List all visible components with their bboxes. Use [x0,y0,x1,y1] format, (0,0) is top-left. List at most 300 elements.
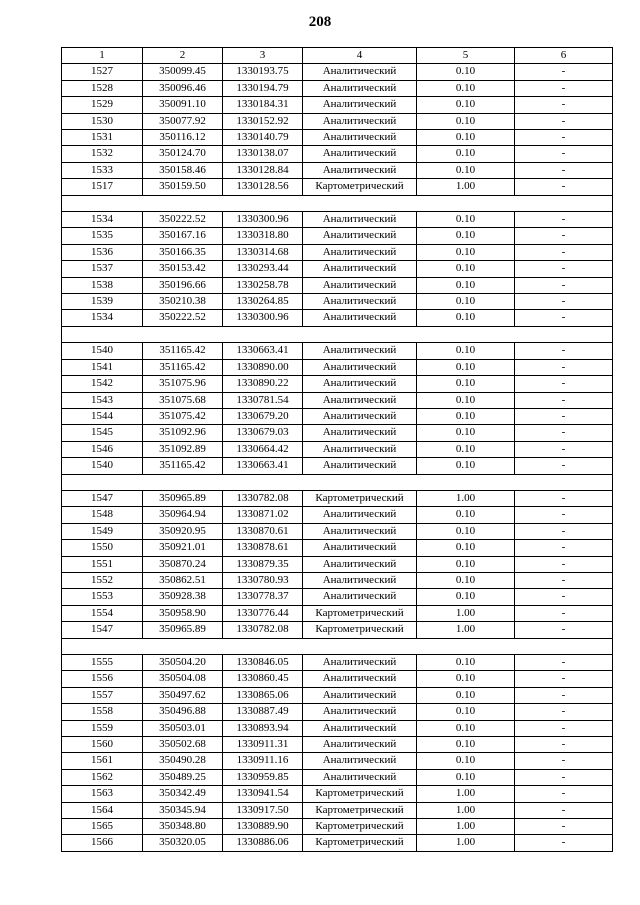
table-cell: 1330140.79 [223,130,303,146]
table-cell: - [515,310,613,326]
table-cell: 1330193.75 [223,64,303,80]
table-cell: 350159.50 [143,179,223,195]
table-cell: 0.10 [417,310,515,326]
table-cell: 0.10 [417,80,515,96]
table-cell: 1552 [62,572,143,588]
table-cell: 0.10 [417,228,515,244]
table-cell: - [515,490,613,506]
table-cell: 0.10 [417,687,515,703]
table-cell: Аналитический [303,408,417,424]
table-cell: 1531 [62,130,143,146]
table-cell: Аналитический [303,671,417,687]
table-cell: - [515,359,613,375]
table-cell: - [515,786,613,802]
table-cell: 350167.16 [143,228,223,244]
table-cell: - [515,720,613,736]
table-cell: 351075.96 [143,376,223,392]
table-cell: 350348.80 [143,819,223,835]
table-cell: 1561 [62,753,143,769]
table-row [62,786,613,802]
table-cell: 1330871.02 [223,507,303,523]
table-cell: 1330318.80 [223,228,303,244]
table-cell: 350320.05 [143,835,223,851]
table-row [62,425,613,441]
table-cell: Аналитический [303,687,417,703]
table-cell: 1330776.44 [223,605,303,621]
table-row [62,769,613,785]
table-cell: 1537 [62,261,143,277]
table-cell: 1330911.16 [223,753,303,769]
table-cell: Аналитический [303,556,417,572]
table-cell: 1559 [62,720,143,736]
separator-row [62,638,613,654]
table-cell: 0.10 [417,753,515,769]
table-row [62,64,613,80]
coordinates-table [61,47,613,852]
table-cell: Аналитический [303,425,417,441]
separator-cell [62,195,613,211]
table-cell: 1547 [62,622,143,638]
table-cell: Картометрический [303,786,417,802]
table-row [62,687,613,703]
table-cell: 1536 [62,244,143,260]
table-cell: 350342.49 [143,786,223,802]
table-cell: - [515,294,613,310]
page-number: 208 [308,14,332,30]
table-cell: - [515,523,613,539]
table-cell: Аналитический [303,80,417,96]
table-cell: Картометрический [303,622,417,638]
table-row [62,490,613,506]
table-cell: 1532 [62,146,143,162]
table-row [62,458,613,474]
table-row [62,392,613,408]
table-cell: 1.00 [417,802,515,818]
table-cell: 1330300.96 [223,310,303,326]
table-body [62,64,613,851]
table-cell: 1544 [62,408,143,424]
table-cell: - [515,540,613,556]
table-cell: 350496.88 [143,704,223,720]
table-row [62,97,613,113]
table-row [62,294,613,310]
table-cell: 1542 [62,376,143,392]
table-cell: 0.10 [417,671,515,687]
table-cell: Аналитический [303,130,417,146]
table-cell: - [515,556,613,572]
table-cell: 350964.94 [143,507,223,523]
table-cell: 1330152.92 [223,113,303,129]
table-cell: Аналитический [303,737,417,753]
table-cell: 350222.52 [143,212,223,228]
table-cell: 350958.90 [143,605,223,621]
table-cell: 1553 [62,589,143,605]
table-cell: 1330890.00 [223,359,303,375]
table-cell: 1529 [62,97,143,113]
table-cell: 1540 [62,458,143,474]
table-row [62,441,613,457]
table-cell: - [515,802,613,818]
table-cell: 1517 [62,179,143,195]
table-cell: Аналитический [303,343,417,359]
table-cell: 0.10 [417,720,515,736]
table-cell: 350489.25 [143,769,223,785]
table-cell: 0.10 [417,162,515,178]
table-cell: 1330264.85 [223,294,303,310]
table-cell: 1551 [62,556,143,572]
table-row [62,835,613,851]
table-cell: 1330911.31 [223,737,303,753]
table-row [62,737,613,753]
table-cell: 350965.89 [143,622,223,638]
table-cell: 1330679.20 [223,408,303,424]
table-cell: 1330879.35 [223,556,303,572]
table-cell: 0.10 [417,113,515,129]
table-cell: Аналитический [303,654,417,670]
table-cell: 350490.28 [143,753,223,769]
table-row [62,130,613,146]
table-cell: 351165.42 [143,359,223,375]
table-row [62,179,613,195]
table-cell: 0.10 [417,507,515,523]
table-cell: - [515,408,613,424]
table-cell: 0.10 [417,523,515,539]
table-cell: 350504.08 [143,671,223,687]
table-cell: Аналитический [303,589,417,605]
table-cell: 1541 [62,359,143,375]
table-cell: Аналитический [303,212,417,228]
table-cell: 350870.24 [143,556,223,572]
table-cell: 0.10 [417,261,515,277]
table-cell: 350077.92 [143,113,223,129]
table-cell: - [515,687,613,703]
table-cell: 1.00 [417,786,515,802]
table-cell: 350503.01 [143,720,223,736]
table-cell: - [515,835,613,851]
table-cell: 350345.94 [143,802,223,818]
table-cell: - [515,458,613,474]
table-cell: 1330781.54 [223,392,303,408]
table-cell: Аналитический [303,244,417,260]
table-cell: 0.10 [417,737,515,753]
table-cell: 1533 [62,162,143,178]
table-cell: 1330889.90 [223,819,303,835]
table-cell: - [515,654,613,670]
table-cell: 1330886.06 [223,835,303,851]
table-cell: 350099.45 [143,64,223,80]
table-cell: - [515,425,613,441]
table-cell: 350096.46 [143,80,223,96]
table-row [62,802,613,818]
table-cell: 350124.70 [143,146,223,162]
table-cell: 350210.38 [143,294,223,310]
table-cell: 1547 [62,490,143,506]
column-header: 2 [143,48,223,64]
table-cell: - [515,244,613,260]
table-cell: 0.10 [417,589,515,605]
table-cell: 0.10 [417,130,515,146]
table-cell: Аналитический [303,572,417,588]
table-cell: 0.10 [417,277,515,293]
table-cell: 0.10 [417,359,515,375]
table-cell: 1330959.85 [223,769,303,785]
table-cell: 1556 [62,671,143,687]
table-row [62,408,613,424]
table-cell: 1535 [62,228,143,244]
table-row [62,162,613,178]
table-cell: Аналитический [303,720,417,736]
table-cell: - [515,113,613,129]
table-cell: 1.00 [417,819,515,835]
table-cell: 1563 [62,786,143,802]
separator-cell [62,638,613,654]
separator-cell [62,474,613,490]
table-cell: 1534 [62,310,143,326]
table-cell: 350965.89 [143,490,223,506]
table-cell: Аналитический [303,228,417,244]
table-cell: 0.10 [417,376,515,392]
table-cell: 0.10 [417,212,515,228]
table-cell: 1545 [62,425,143,441]
table-row [62,540,613,556]
table-cell: 0.10 [417,704,515,720]
table-cell: 1557 [62,687,143,703]
table-cell: 350196.66 [143,277,223,293]
table-row [62,261,613,277]
table-cell: 1330870.61 [223,523,303,539]
table-cell: 1330890.22 [223,376,303,392]
table-cell: 1538 [62,277,143,293]
table-cell: 1562 [62,769,143,785]
table-cell: 1554 [62,605,143,621]
column-header: 3 [223,48,303,64]
table-cell: 0.10 [417,425,515,441]
table-cell: - [515,441,613,457]
separator-cell [62,326,613,342]
table-row [62,589,613,605]
table-cell: - [515,261,613,277]
column-header: 6 [515,48,613,64]
table-row [62,376,613,392]
table-cell: 0.10 [417,572,515,588]
table-cell: 0.10 [417,540,515,556]
table-cell: - [515,146,613,162]
table-cell: 1330917.50 [223,802,303,818]
table-cell: 1560 [62,737,143,753]
table-cell: Картометрический [303,802,417,818]
table-cell: 1330893.94 [223,720,303,736]
table-cell: 1530 [62,113,143,129]
table-cell: Аналитический [303,458,417,474]
table-cell: 1.00 [417,835,515,851]
table-cell: Аналитический [303,507,417,523]
table-cell: 1330780.93 [223,572,303,588]
table-cell: 1555 [62,654,143,670]
table-row [62,720,613,736]
table-cell: Аналитический [303,277,417,293]
table-cell: 1330782.08 [223,622,303,638]
table-row [62,80,613,96]
table-row [62,343,613,359]
table-cell: 351075.68 [143,392,223,408]
table-cell: 350091.10 [143,97,223,113]
table-cell: Аналитический [303,523,417,539]
table-cell: Картометрический [303,490,417,506]
table-cell: 1330663.41 [223,343,303,359]
table-cell: 351165.42 [143,343,223,359]
table-cell: - [515,343,613,359]
table-cell: - [515,277,613,293]
table-cell: - [515,605,613,621]
table-cell: 1.00 [417,622,515,638]
table-row [62,359,613,375]
table-cell: - [515,737,613,753]
table-cell: Аналитический [303,162,417,178]
table-row [62,244,613,260]
table-cell: 1548 [62,507,143,523]
table-cell: 1564 [62,802,143,818]
table-cell: 350222.52 [143,310,223,326]
table-cell: 1330300.96 [223,212,303,228]
separator-row [62,326,613,342]
table-cell: - [515,769,613,785]
table-cell: 1.00 [417,605,515,621]
table-cell: 1566 [62,835,143,851]
table-cell: - [515,507,613,523]
table-cell: 1543 [62,392,143,408]
table-cell: Картометрический [303,605,417,621]
table-row [62,605,613,621]
table-cell: - [515,819,613,835]
separator-row [62,474,613,490]
table-cell: 1330128.56 [223,179,303,195]
table-cell: Аналитический [303,261,417,277]
table-cell: 0.10 [417,392,515,408]
table-cell: - [515,622,613,638]
table-cell: Аналитический [303,310,417,326]
table-header-row [62,48,613,64]
table-cell: 1.00 [417,179,515,195]
table-cell: - [515,671,613,687]
table-cell: - [515,162,613,178]
table-cell: 1330782.08 [223,490,303,506]
table-cell: Аналитический [303,294,417,310]
table-cell: 1330865.06 [223,687,303,703]
table-cell: 350928.38 [143,589,223,605]
table-cell: 1330846.05 [223,654,303,670]
table-cell: 351075.42 [143,408,223,424]
table-cell: Аналитический [303,64,417,80]
table-cell: 0.10 [417,244,515,260]
table-cell: Картометрический [303,819,417,835]
table-cell: - [515,376,613,392]
table-cell: 1558 [62,704,143,720]
table-cell: 1565 [62,819,143,835]
table-cell: 0.10 [417,408,515,424]
table-row [62,277,613,293]
table-cell: 1330184.31 [223,97,303,113]
table-row [62,507,613,523]
table-cell: Картометрический [303,179,417,195]
table-cell: - [515,589,613,605]
table-cell: 1330293.44 [223,261,303,277]
table-cell: 0.10 [417,458,515,474]
table-cell: - [515,212,613,228]
table-cell: 0.10 [417,294,515,310]
table-row [62,146,613,162]
table-cell: Аналитический [303,376,417,392]
table-row [62,622,613,638]
table-cell: 350921.01 [143,540,223,556]
table-cell: Аналитический [303,769,417,785]
table-cell: 1534 [62,212,143,228]
table-cell: Аналитический [303,441,417,457]
table-cell: - [515,64,613,80]
table-cell: Аналитический [303,97,417,113]
table-cell: 1330258.78 [223,277,303,293]
table-cell: 351165.42 [143,458,223,474]
table-cell: 350166.35 [143,244,223,260]
table-cell: - [515,80,613,96]
table-cell: Аналитический [303,704,417,720]
table-cell: - [515,179,613,195]
table-cell: 0.10 [417,343,515,359]
table-cell: 350862.51 [143,572,223,588]
table-cell: 0.10 [417,556,515,572]
table-cell: 1527 [62,64,143,80]
table-cell: 1330887.49 [223,704,303,720]
table-cell: 350504.20 [143,654,223,670]
table-row [62,753,613,769]
table-row [62,572,613,588]
table-cell: 350158.46 [143,162,223,178]
table-cell: 350116.12 [143,130,223,146]
column-header: 5 [417,48,515,64]
table-row [62,113,613,129]
table-cell: 1330138.07 [223,146,303,162]
table-cell: Аналитический [303,359,417,375]
table-row [62,704,613,720]
table-cell: 0.10 [417,64,515,80]
table-row [62,228,613,244]
table-cell: 1330663.41 [223,458,303,474]
table-cell: 1546 [62,441,143,457]
table-cell: 350153.42 [143,261,223,277]
table-cell: Аналитический [303,146,417,162]
table-cell: 350920.95 [143,523,223,539]
table-cell: 0.10 [417,654,515,670]
table-row [62,310,613,326]
table-cell: 1540 [62,343,143,359]
table-cell: 1330941.54 [223,786,303,802]
column-header: 1 [62,48,143,64]
table-cell: 1330860.45 [223,671,303,687]
table-cell: 1330314.68 [223,244,303,260]
table-cell: - [515,572,613,588]
separator-row [62,195,613,211]
table-cell: Аналитический [303,540,417,556]
table-cell: 1330679.03 [223,425,303,441]
table-row [62,556,613,572]
table-cell: 1330128.84 [223,162,303,178]
table-cell: - [515,97,613,113]
table-cell: Аналитический [303,392,417,408]
table-row [62,523,613,539]
table-cell: 1528 [62,80,143,96]
table-cell: 1.00 [417,490,515,506]
table-cell: 0.10 [417,441,515,457]
table-cell: 0.10 [417,769,515,785]
